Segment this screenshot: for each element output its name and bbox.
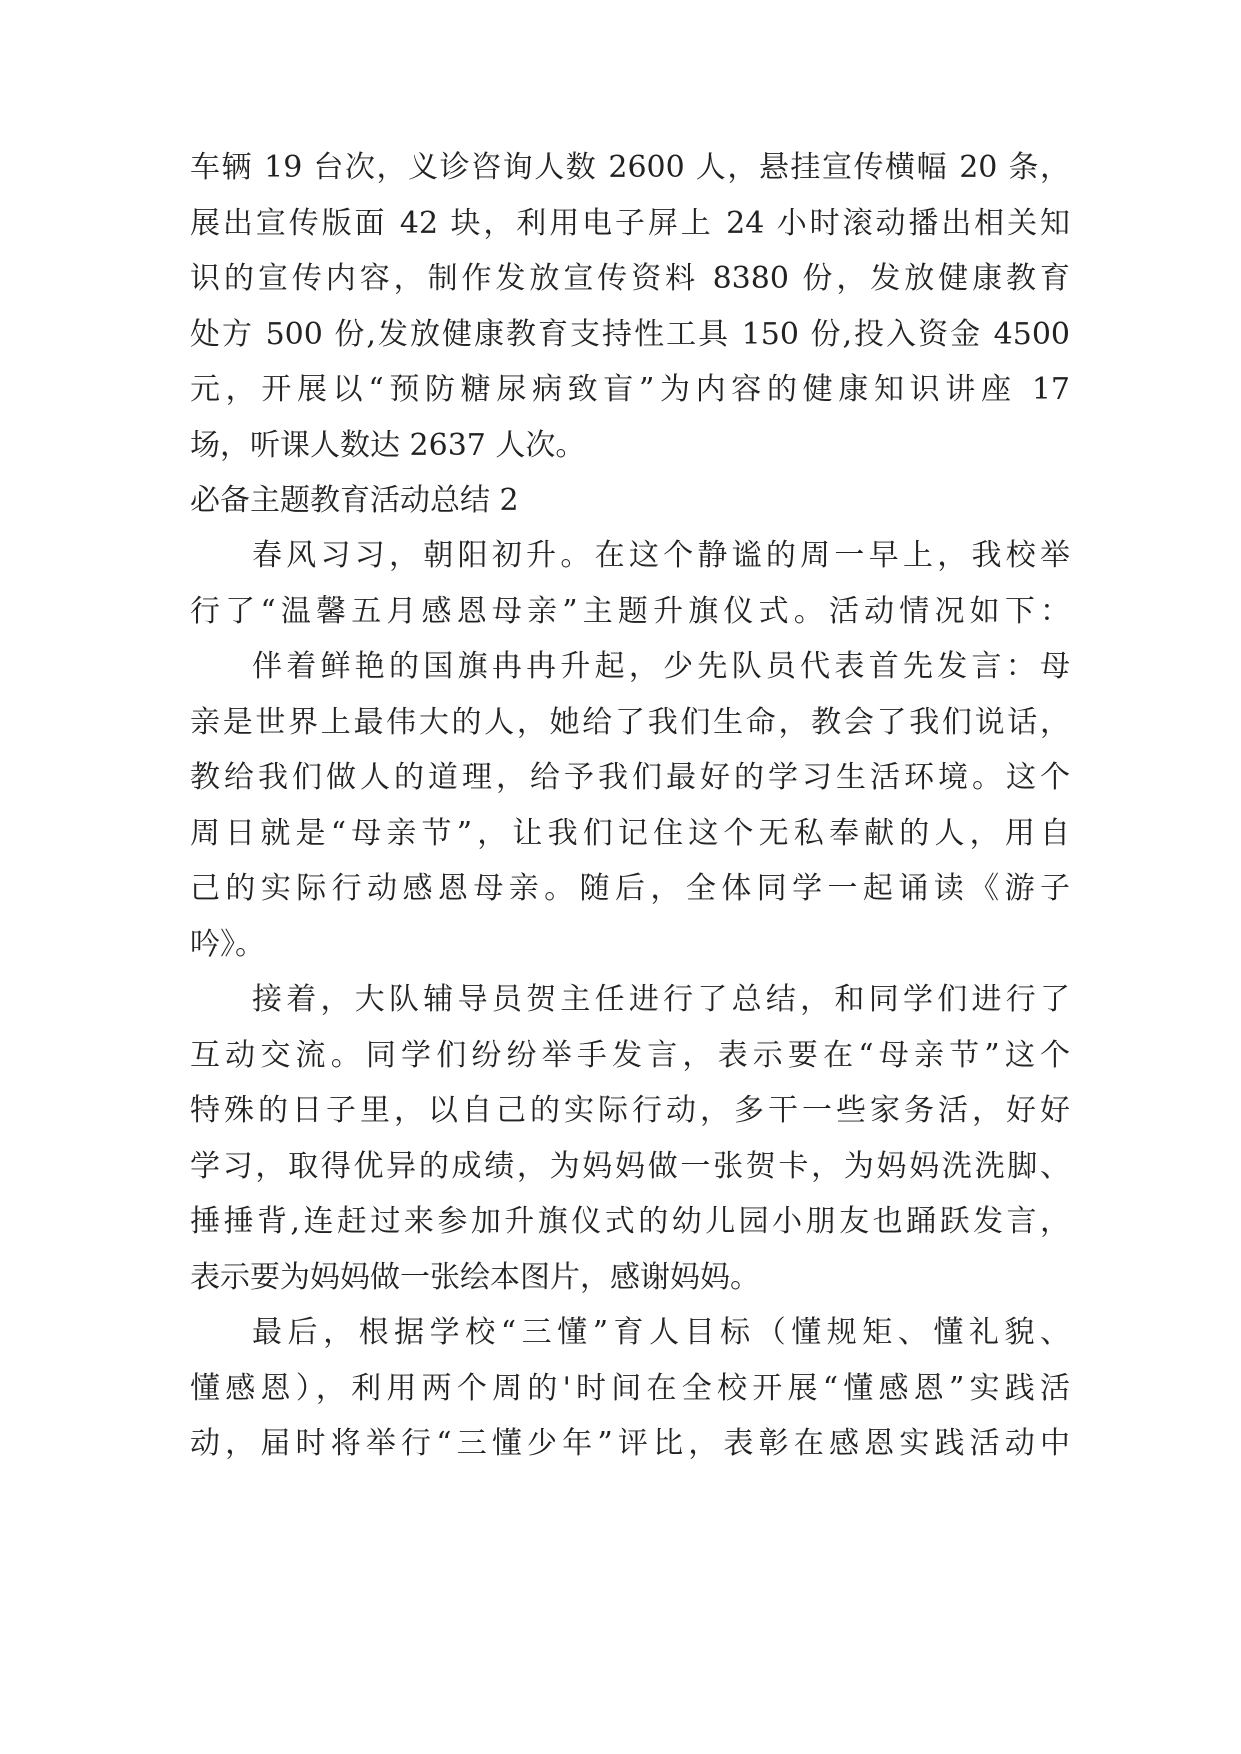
text-line: 捶捶背,连赶过来参加升旗仪式的幼儿园小朋友也踊跃发言， <box>190 1204 1070 1239</box>
text-line: 展出宣传版面 42 块，利用电子屏上 24 小时滚动播出相关知 <box>190 205 1070 241</box>
text-line: 互动交流。同学们纷纷举手发言，表示要在“母亲节”这个 <box>190 1037 1070 1073</box>
text-line: 处方 500 份,发放健康教育支持性工具 150 份,投入资金 4500 <box>190 316 1070 352</box>
section-title-block <box>190 473 1070 529</box>
text-line: 行了“温馨五月感恩母亲”主题升旗仪式。活动情况如下： <box>190 593 1070 629</box>
text-line: 己的实际行动感恩母亲。随后，全体同学一起诵读《游子 <box>190 871 1070 906</box>
paragraph-4 <box>190 972 1070 1305</box>
text-line: 场，听课人数达 2637 人次。 <box>190 427 586 463</box>
text-line: 特殊的日子里，以自己的实际行动，多干一些家务活，好好 <box>190 1093 1070 1128</box>
text-line: 车辆 19 台次，义诊咨询人数 2600 人，悬挂宣传横幅 20 条， <box>190 150 1070 185</box>
paragraph-2 <box>190 528 1070 639</box>
paragraph-1 <box>190 140 1070 473</box>
text-line: 学习，取得优异的成绩，为妈妈做一张贺卡，为妈妈洗洗脚、 <box>190 1148 1070 1184</box>
text-line: 伴着鲜艳的国旗冉冉升起，少先队员代表首先发言：母 <box>252 649 1070 684</box>
text-line: 教给我们做人的道理，给予我们最好的学习生活环境。这个 <box>190 760 1070 795</box>
section-title: 必备主题教育活动总结 2 <box>190 483 519 518</box>
text-line: 接着，大队辅导员贺主任进行了总结，和同学们进行了 <box>252 982 1070 1017</box>
text-line: 懂感恩），利用两个周的'时间在全校开展“懂感恩”实践活 <box>190 1370 1070 1406</box>
text-line: 亲是世界上最伟大的人，她给了我们生命，教会了我们说话， <box>190 704 1070 740</box>
text-line: 周日就是“母亲节”，让我们记住这个无私奉献的人，用自 <box>190 815 1070 851</box>
text-line: 表示要为妈妈做一张绘本图片，感谢妈妈。 <box>190 1259 760 1295</box>
text-line: 春风习习，朝阳初升。在这个静谧的周一早上，我校举 <box>252 538 1070 573</box>
paragraph-3 <box>190 639 1070 972</box>
paragraph-5 <box>190 1305 1070 1472</box>
text-line: 动，届时将举行“三懂少年”评比，表彰在感恩实践活动中 <box>190 1426 1070 1461</box>
text-line: 识的宣传内容，制作发放宣传资料 8380 份，发放健康教育 <box>190 261 1070 296</box>
text-line: 最后，根据学校“三懂”育人目标（懂规矩、懂礼貌、 <box>252 1315 1070 1350</box>
text-line: 元，开展以“预防糖尿病致盲”为内容的健康知识讲座 17 <box>190 372 1070 407</box>
text-line: 吟》。 <box>190 926 265 962</box>
